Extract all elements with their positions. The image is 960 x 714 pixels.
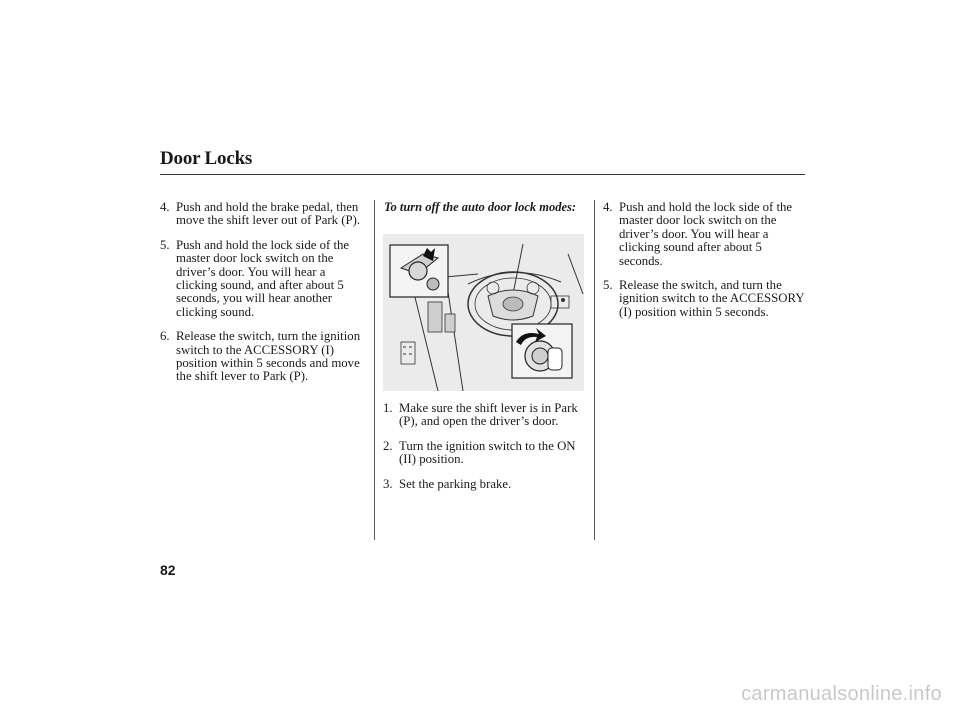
step-number: 4.: [603, 200, 613, 214]
page-title: Door Locks: [160, 148, 253, 169]
step-item: [160, 201, 365, 228]
step-text: Release the switch, and turn the ignition switch to the ACCESSORY (I) position within 5 seconds.: [619, 278, 805, 319]
step-number: 2.: [383, 438, 393, 453]
step-text: Push and hold the brake pedal, then move the shift lever out of Park (P).: [176, 200, 361, 228]
step-item: [383, 402, 588, 429]
step-text: Push and hold the lock side of the master door lock switch on the driver’s door. You will hear a clicking sound after about 5 seconds.: [619, 200, 793, 268]
step-text: Set the parking brake.: [399, 476, 512, 491]
step-item: [160, 330, 365, 384]
step-number: 6.: [160, 329, 170, 344]
step-item: [383, 478, 588, 491]
watermark[interactable]: carmanualsonline.info: [741, 683, 942, 705]
step-number: 5.: [160, 237, 170, 252]
step-text: Release the switch, turn the ignition switch to the ACCESSORY (I) position within 5 seconds and move the shift lever to Park (P).: [176, 329, 361, 384]
step-number: 1.: [383, 401, 393, 415]
left-column: [160, 201, 365, 395]
title-divider: [160, 174, 805, 175]
step-text: Push and hold the lock side of the master door lock switch on the driver’s door. You will hear a clicking sound, and after about 5 seconds, you will hear another clicking sound.: [176, 237, 350, 319]
dashboard-drawing: [383, 234, 584, 391]
right-column: [603, 201, 808, 330]
step-text: Make sure the shift lever is in Park (P), and open the driver’s door.: [399, 401, 578, 429]
step-text: Turn the ignition switch to the ON (II) position.: [399, 438, 576, 467]
page-number: 82: [160, 562, 176, 578]
section-heading: To turn off the auto door lock modes:: [384, 200, 577, 214]
step-item: [383, 440, 588, 467]
step-item: [603, 201, 808, 268]
column-divider-right: [594, 200, 595, 540]
column-divider-left: [374, 200, 375, 540]
step-item: [603, 279, 808, 319]
step-number: 5.: [603, 278, 613, 293]
middle-column-steps: [383, 402, 588, 502]
step-number: 3.: [383, 476, 393, 491]
step-item: [160, 239, 365, 319]
step-number: 4.: [160, 200, 170, 214]
dashboard-illustration: [383, 234, 584, 391]
